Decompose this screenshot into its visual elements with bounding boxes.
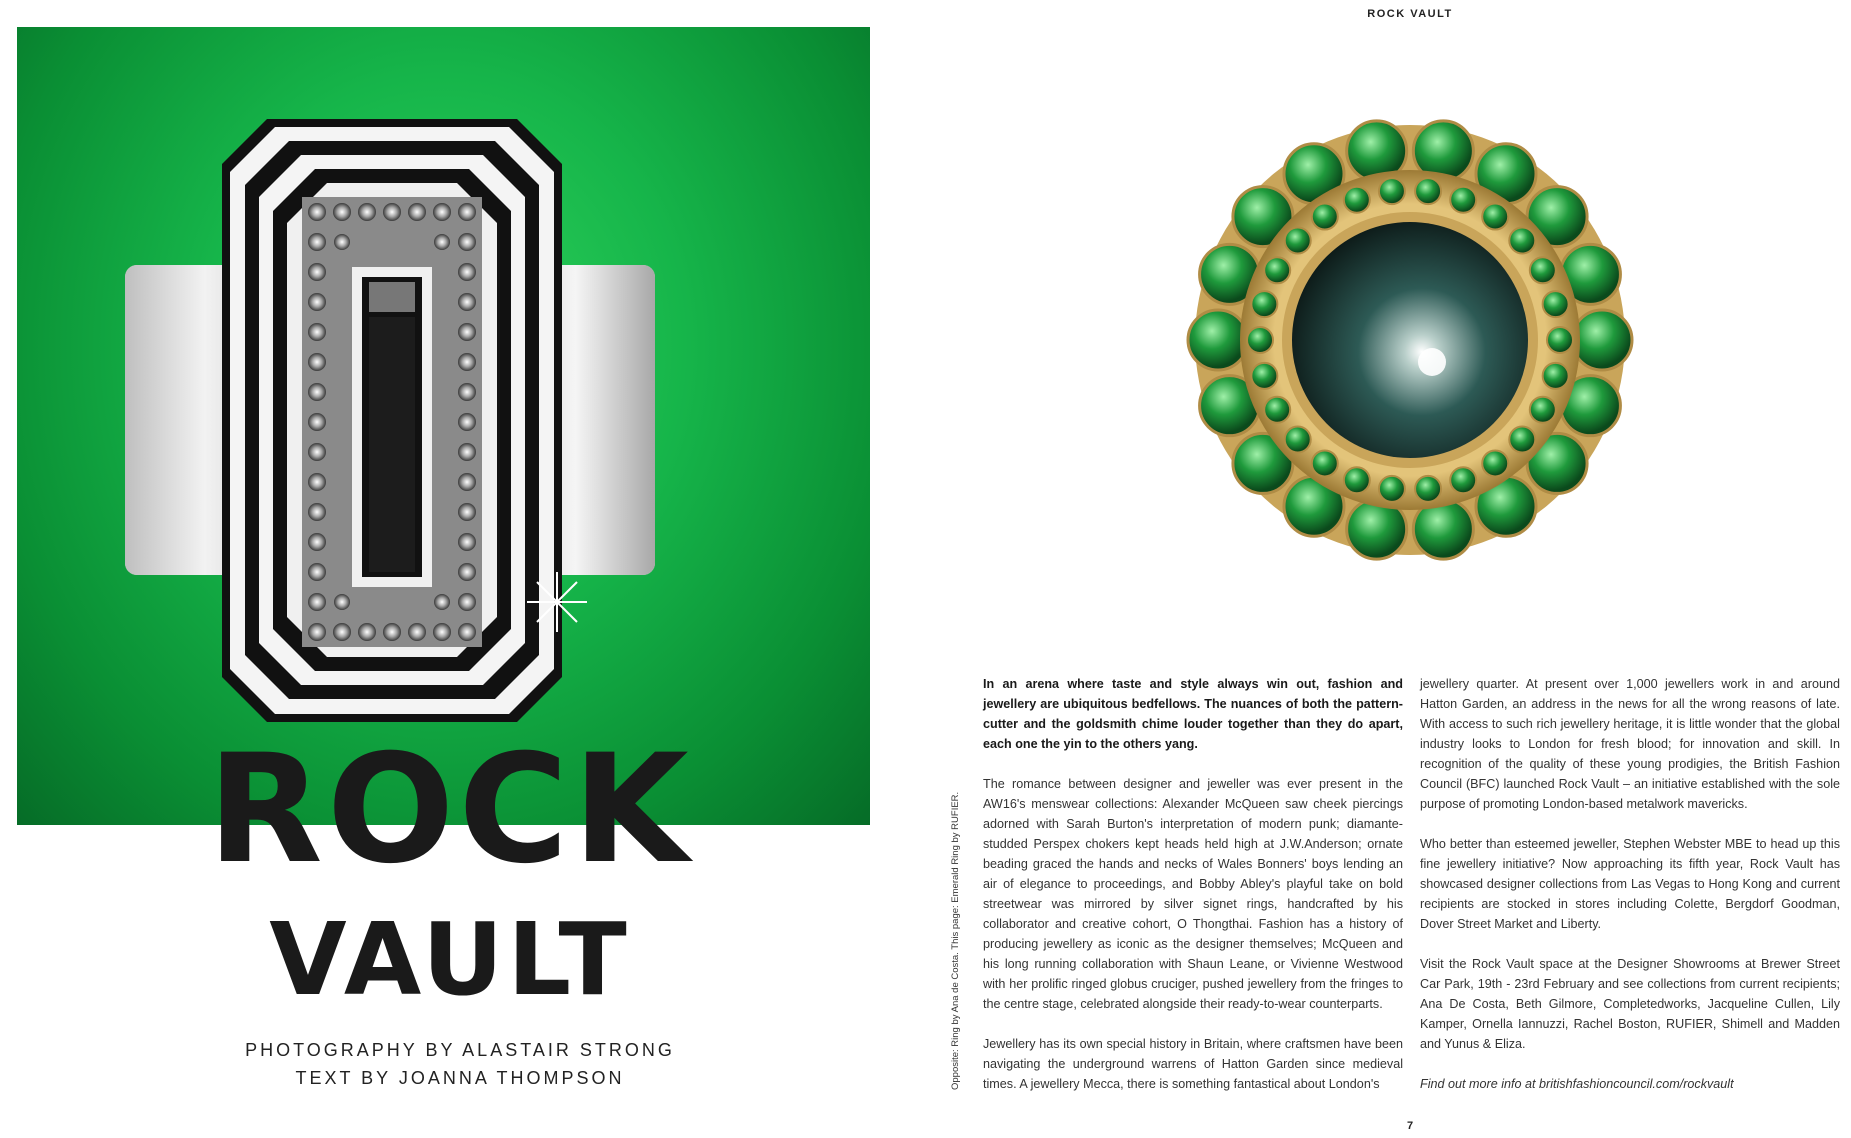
emerald-stone bbox=[1543, 363, 1569, 389]
article-paragraph: Visit the Rock Vault space at the Designer Showrooms at Brewer Street Car Park, 19th - 23rd February and see collections from current recipients; Ana De Costa, Beth Gilmore, Completedworks, Jacqueline Cullen, Lily Kamper, Ornella Iannuzzi, Rachel Boston, RUFIER, Shimell and Madden and Yunus & Eliza. bbox=[1420, 957, 1840, 1051]
emerald-ring-illustration bbox=[1170, 100, 1650, 580]
emerald-stone bbox=[1379, 476, 1405, 502]
emerald-stone bbox=[1530, 257, 1556, 283]
article-column-right bbox=[1420, 674, 1840, 1114]
more-info-link[interactable]: Find out more info at britishfashioncouncil.com/rockvault bbox=[1420, 1077, 1734, 1091]
article-intro: In an arena where taste and style always win out, fashion and jewellery are ubiquitous bedfellows. The nuances of both the pattern-cutter and the goldsmith chime louder together than they do apart, each one the yin to the others yang. bbox=[983, 677, 1403, 751]
photo-caption: Opposite: Ring by Ana de Costa. This page: Emerald Ring by RUFIER. bbox=[950, 791, 961, 1090]
headline-rock: ROCK bbox=[207, 723, 693, 897]
emerald-stone bbox=[1482, 204, 1508, 230]
article-paragraph: The romance between designer and jeweller was ever present in the AW16's menswear collections: Alexander McQueen saw cheek piercings adorned with Sarah Burton's interpretation of modern punk; diamante-studded Perspex chokers kept heads held high at J.W.Anderson; ornate beading graced the hands and necks of Wales Bonners' boys lending an air of elegance to proceedings, and Bobby Abley's playful take on bold streetwear was mirrored by silver signet rings, handcrafted by his collaborator and creative cohort, O Thongthai. Fashion has a history of producing jewellery as iconic as the designer themselves; McQueen and his long running collaboration with Shaun Leane, or Vivienne Westwood with her prolific ringed globus cruciger, pushed jewellery from the fringes to the centre stage, celebrated alongside their ready-to-wear counterparts. bbox=[983, 777, 1403, 1011]
running-head: ROCK VAULT bbox=[1367, 8, 1453, 20]
article-paragraph: Who better than esteemed jeweller, Stephen Webster MBE to head up this fine jewellery initiative? Now approaching its fifth year, Rock Vault has showcased designer collections from Las Vegas to Hong Kong and current recipients are stocked in stores including Colette, Bergdorf Goodman, Dover Street Market and Liberty. bbox=[1420, 837, 1840, 931]
emerald-stone bbox=[1285, 228, 1311, 254]
emerald-stone bbox=[1482, 450, 1508, 476]
article-column-left bbox=[983, 674, 1403, 1114]
emerald-stone bbox=[1509, 426, 1535, 452]
emerald-stone bbox=[1572, 310, 1632, 370]
emerald-stone bbox=[1344, 467, 1370, 493]
emerald-stone bbox=[1251, 291, 1277, 317]
article-paragraph: jewellery quarter. At present over 1,000 jewellers work in and around Hatton Garden, an address in the news for all the wrong reasons of late. With access to such rich jewellery heritage, it is little wonder that the global industry looks to London for fresh blood; for innovation and skill. In recognition of the quality of these young prodigies, the British Fashion Council (BFC) launched Rock Vault – an initiative established with the sole purpose of promoting London-based metalwork mavericks. bbox=[1420, 677, 1840, 811]
text-credit: TEXT BY JOANNA THOMPSON bbox=[295, 1068, 625, 1088]
emerald-stone bbox=[1530, 397, 1556, 423]
emerald-stone bbox=[1450, 187, 1476, 213]
emerald-stone bbox=[1247, 327, 1273, 353]
page-number: 7 bbox=[1406, 1120, 1414, 1132]
emerald-stone bbox=[1415, 476, 1441, 502]
headline-vault: VAULT bbox=[269, 901, 631, 1018]
emerald-stone bbox=[1251, 363, 1277, 389]
emerald-stone bbox=[1415, 178, 1441, 204]
emerald-stone bbox=[1188, 310, 1248, 370]
emerald-stone bbox=[1312, 450, 1338, 476]
geometric-ring-illustration bbox=[17, 27, 870, 825]
emerald-stone bbox=[1285, 426, 1311, 452]
emerald-pearl-ring-photo bbox=[1170, 100, 1650, 580]
emerald-stone bbox=[1344, 187, 1370, 213]
emerald-stone bbox=[1264, 397, 1290, 423]
emerald-stone bbox=[1312, 204, 1338, 230]
ring-photo bbox=[17, 27, 870, 825]
emerald-stone bbox=[1509, 228, 1535, 254]
emerald-stone bbox=[1450, 467, 1476, 493]
emerald-stone bbox=[1379, 178, 1405, 204]
emerald-stone bbox=[1264, 257, 1290, 283]
emerald-stone bbox=[1543, 291, 1569, 317]
photography-credit: PHOTOGRAPHY BY ALASTAIR STRONG bbox=[245, 1040, 675, 1060]
emerald-stone bbox=[1547, 327, 1573, 353]
article-paragraph: Jewellery has its own special history in Britain, where craftsmen have been navigating the underground warrens of Hatton Garden since medieval times. A jewellery Mecca, there is something fantastical about London's bbox=[983, 1037, 1403, 1091]
